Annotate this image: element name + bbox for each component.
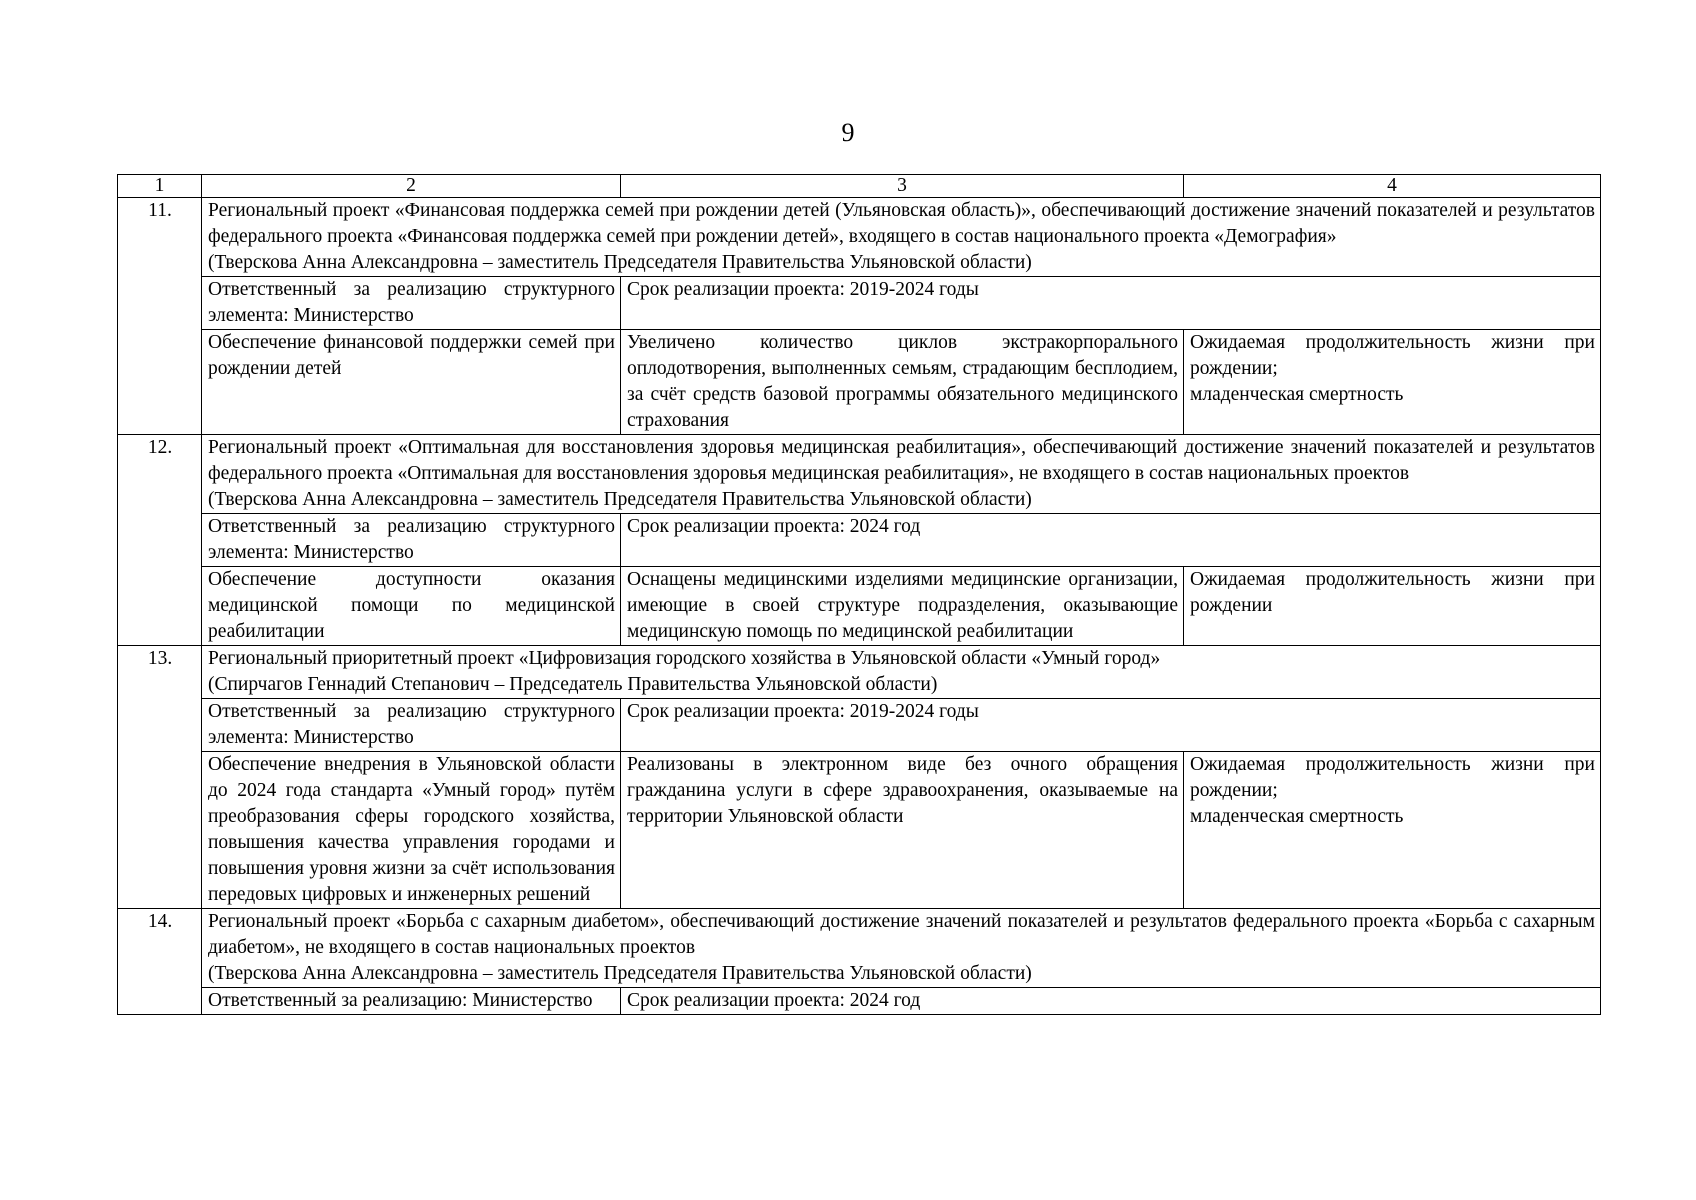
row-number: 14.	[118, 909, 202, 1015]
responsible-row	[118, 988, 1601, 1015]
project-title-text: Региональный проект «Борьба с сахарным диабетом», обеспечивающий достижение значений показателей и результатов федерального проекта «Борьба с сахарным диабетом», не входящего в состав национальных проектов	[208, 911, 1595, 958]
indicators-cell	[1184, 752, 1601, 909]
page-number: 9	[841, 118, 855, 147]
term-cell: Срок реализации проекта: 2024 год	[621, 514, 1601, 567]
responsible-cell: Ответственный за реализацию структурного элемента: Министерство	[202, 699, 621, 752]
task-row	[118, 752, 1601, 909]
responsible-cell: Ответственный за реализацию структурного элемента: Министерство	[202, 514, 621, 567]
project-title-row	[118, 435, 1601, 514]
header-cell: 2	[202, 175, 621, 198]
indicators-cell	[1184, 330, 1601, 435]
indicator: младенческая смертность	[1190, 384, 1404, 405]
row-number: 12.	[118, 435, 202, 646]
project-title	[202, 198, 1601, 277]
term-cell: Срок реализации проекта: 2019-2024 годы	[621, 699, 1601, 752]
project-curator: (Тверскова Анна Александровна – заместитель Председателя Правительства Ульяновской области)	[208, 252, 1032, 273]
indicators-cell	[1184, 567, 1601, 646]
task-row	[118, 330, 1601, 435]
row-number: 11.	[118, 198, 202, 435]
term-cell: Срок реализации проекта: 2024 год	[621, 988, 1601, 1015]
project-title	[202, 435, 1601, 514]
project-title	[202, 646, 1601, 699]
row-number: 13.	[118, 646, 202, 909]
header-cell: 3	[621, 175, 1184, 198]
project-title-text: Региональный проект «Финансовая поддержка семей при рождении детей (Ульяновская область)», обеспечивающий достижение значений показателей и результатов федерального проекта «Финансовая поддержка семей при рождении детей», входящего в состав национального проекта «Демография»	[208, 200, 1595, 247]
task-cell: Обеспечение внедрения в Ульяновской области до 2024 года стандарта «Умный город» путём преобразования сферы городского хозяйства, повышения качества управления городами и повышения уровня жизни за счёт использования передовых цифровых и инженерных решений	[202, 752, 621, 909]
project-title-row	[118, 646, 1601, 699]
task-cell: Обеспечение доступности оказания медицинской помощи по медицинской реабилитации	[202, 567, 621, 646]
project-title	[202, 909, 1601, 988]
header-cell: 4	[1184, 175, 1601, 198]
project-title-row	[118, 909, 1601, 988]
result-cell: Оснащены медицинскими изделиями медицинские организации, имеющие в своей структуре подразделения, оказывающие медицинскую помощь по медицинской реабилитации	[621, 567, 1184, 646]
project-curator: (Спирчагов Геннадий Степанович – Председатель Правительства Ульяновской области)	[208, 674, 938, 695]
responsible-row	[118, 277, 1601, 330]
result-cell: Реализованы в электронном виде без очного обращения гражданина услуги в сфере здравоохранения, оказываемые на территории Ульяновской области	[621, 752, 1184, 909]
term-cell: Срок реализации проекта: 2019-2024 годы	[621, 277, 1601, 330]
project-title-text: Региональный проект «Оптимальная для восстановления здоровья медицинская реабилитация», обеспечивающий достижение значений показателей и результатов федерального проекта «Оптимальная для восстановления здоровья медицинская реабилитация», не входящего в состав национальных проектов	[208, 437, 1595, 484]
project-title-row	[118, 198, 1601, 277]
projects-table	[117, 174, 1601, 1015]
task-cell: Обеспечение финансовой поддержки семей при рождении детей	[202, 330, 621, 435]
project-title-text: Региональный приоритетный проект «Цифровизация городского хозяйства в Ульяновской области «Умный город»	[208, 648, 1161, 669]
header-cell: 1	[118, 175, 202, 198]
task-row	[118, 567, 1601, 646]
indicator: Ожидаемая продолжительность жизни при рождении;	[1190, 754, 1595, 801]
project-curator: (Тверскова Анна Александровна – заместитель Председателя Правительства Ульяновской области)	[208, 963, 1032, 984]
header-row	[118, 175, 1601, 198]
responsible-cell: Ответственный за реализацию: Министерство	[202, 988, 621, 1015]
result-cell: Увеличено количество циклов экстракорпорального оплодотворения, выполненных семьям, страдающим бесплодием, за счёт средств базовой программы обязательного медицинского страхования	[621, 330, 1184, 435]
indicator: Ожидаемая продолжительность жизни при рождении;	[1190, 332, 1595, 379]
indicator: Ожидаемая продолжительность жизни при рождении	[1190, 569, 1595, 616]
indicator: младенческая смертность	[1190, 806, 1404, 827]
responsible-cell: Ответственный за реализацию структурного элемента: Министерство	[202, 277, 621, 330]
project-curator: (Тверскова Анна Александровна – заместитель Председателя Правительства Ульяновской области)	[208, 489, 1032, 510]
responsible-row	[118, 514, 1601, 567]
responsible-row	[118, 699, 1601, 752]
